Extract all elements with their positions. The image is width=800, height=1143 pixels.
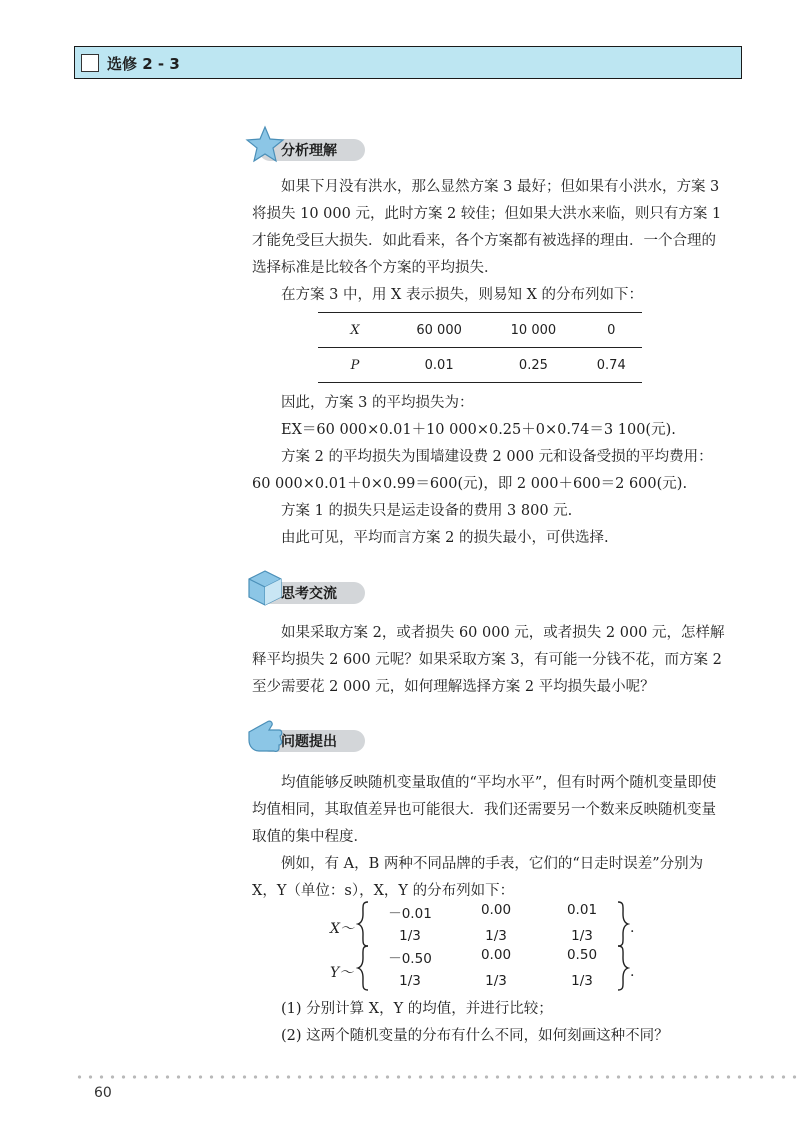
calc-line-1: 因此，方案 3 的平均损失为： [281,395,474,411]
section-analysis-title: 分析理解 [281,143,337,159]
matrix-x-prob: 1/3 [399,928,421,944]
matrix-y-prob: 1/3 [571,973,593,989]
matrix-x-prob: 1/3 [485,928,507,944]
question-2: (2) 这两个随机变量的分布有什么不同，如何刻画这种不同？ [281,1028,669,1044]
section-discussion-title: 思考交流 [281,586,337,602]
discussion-p1: 如果采取方案 2，或者损失 60 000 元，或者损失 2 000 元，怎样解释平均损失 2 600 元呢？如果采取方案 3，有可能一分钱不花，而方案 2 至少需要花 2 000 元，如何理解选择方案 2 平均损失最小呢？ [252,625,725,695]
calc-line-4: 方案 1 的损失只是运走设备的费用 3 800 元. [281,503,573,519]
header-square-icon [81,54,99,72]
left-brace-icon [356,900,370,948]
matrix-y-value: 0.00 [480,947,512,963]
table-cell: 0.74 [596,357,626,373]
section-problem-title: 问题提出 [281,734,337,750]
calculation-block [252,390,730,552]
star-icon [245,125,285,165]
table-cell: 0.01 [424,357,454,373]
calc-line-5: 由此可见，平均而言方案 2 的损失最小，可供选择. [281,530,609,546]
section-analysis-heading [245,125,445,165]
distribution-table [318,312,642,383]
matrix-y-name: Y～ [330,965,354,981]
analysis-paragraph [252,174,730,309]
section-problem-heading [245,716,445,756]
pointing-hand-icon [245,716,285,756]
table-cell: 0.25 [518,357,548,373]
section-discussion-heading [245,568,445,608]
left-brace-icon [356,944,370,992]
matrix-x-value: 0.00 [480,902,512,918]
page-number: 60 [94,1085,112,1101]
matrix-y-prob: 1/3 [485,973,507,989]
table-cell: 0 [581,313,642,348]
table-row [318,313,642,348]
matrix-y-end: . [630,964,635,980]
calc-line-3: 方案 2 的平均损失为围墙建设费 2 000 元和设备受损的平均费用：60 000×0.01＋0×0.99＝600(元)，即 2 000＋600＝2 600(元). [252,449,713,492]
questions-block [252,996,730,1050]
right-brace-icon [616,900,630,948]
matrix-x-prob: 1/3 [571,928,593,944]
matrix-y-prob: 1/3 [399,973,421,989]
table-cell: 10 000 [486,313,580,348]
matrix-y-value: 0.50 [566,947,598,963]
table-cell: 60 000 [392,313,486,348]
matrix-y-value: －0.50 [388,951,432,967]
analysis-p1: 如果下月没有洪水，那么显然方案 3 最好；但如果有小洪水，方案 3 将损失 10 000 元，此时方案 2 较佳；但如果大洪水来临，则只有方案 1 才能免受巨大损失．如此看来，各个方案都有被选择的理由．一个合理的选择标准是比较各个方案的平均损失． [252,179,722,276]
cube-icon [245,568,285,608]
problem-p1: 均值能够反映随机变量取值的“平均水平”，但有时两个随机变量即使均值相同，其取值差异也可能很大．我们还需要另一个数来反映随机变量取值的集中程度． [252,775,717,845]
calc-line-2: EX＝60 000×0.01＋10 000×0.25＋0×0.74＝3 100(元). [281,422,676,438]
chapter-header [74,46,742,79]
footer-dotted-divider [74,1075,800,1079]
matrix-x-end: . [630,920,635,936]
table-row-label: P [350,357,360,373]
right-brace-icon [616,944,630,992]
problem-paragraph [252,770,730,905]
question-1: (1) 分别计算 X，Y 的均值，并进行比较； [281,1001,553,1017]
chapter-title: 选修 2 - 3 [107,55,180,73]
matrix-x-value: －0.01 [388,906,432,922]
table-row [318,348,642,383]
analysis-p2: 在方案 3 中，用 X 表示损失，则易知 X 的分布列如下： [281,287,644,303]
discussion-paragraph [252,620,730,701]
matrix-x-value: 0.01 [566,902,598,918]
problem-p2: 例如，有 A，B 两种不同品牌的手表，它们的“日走时误差”分别为 X，Y（单位：s），X，Y 的分布列如下： [252,856,704,899]
matrix-x-name: X～ [330,921,354,937]
table-row-label: X [318,313,392,348]
